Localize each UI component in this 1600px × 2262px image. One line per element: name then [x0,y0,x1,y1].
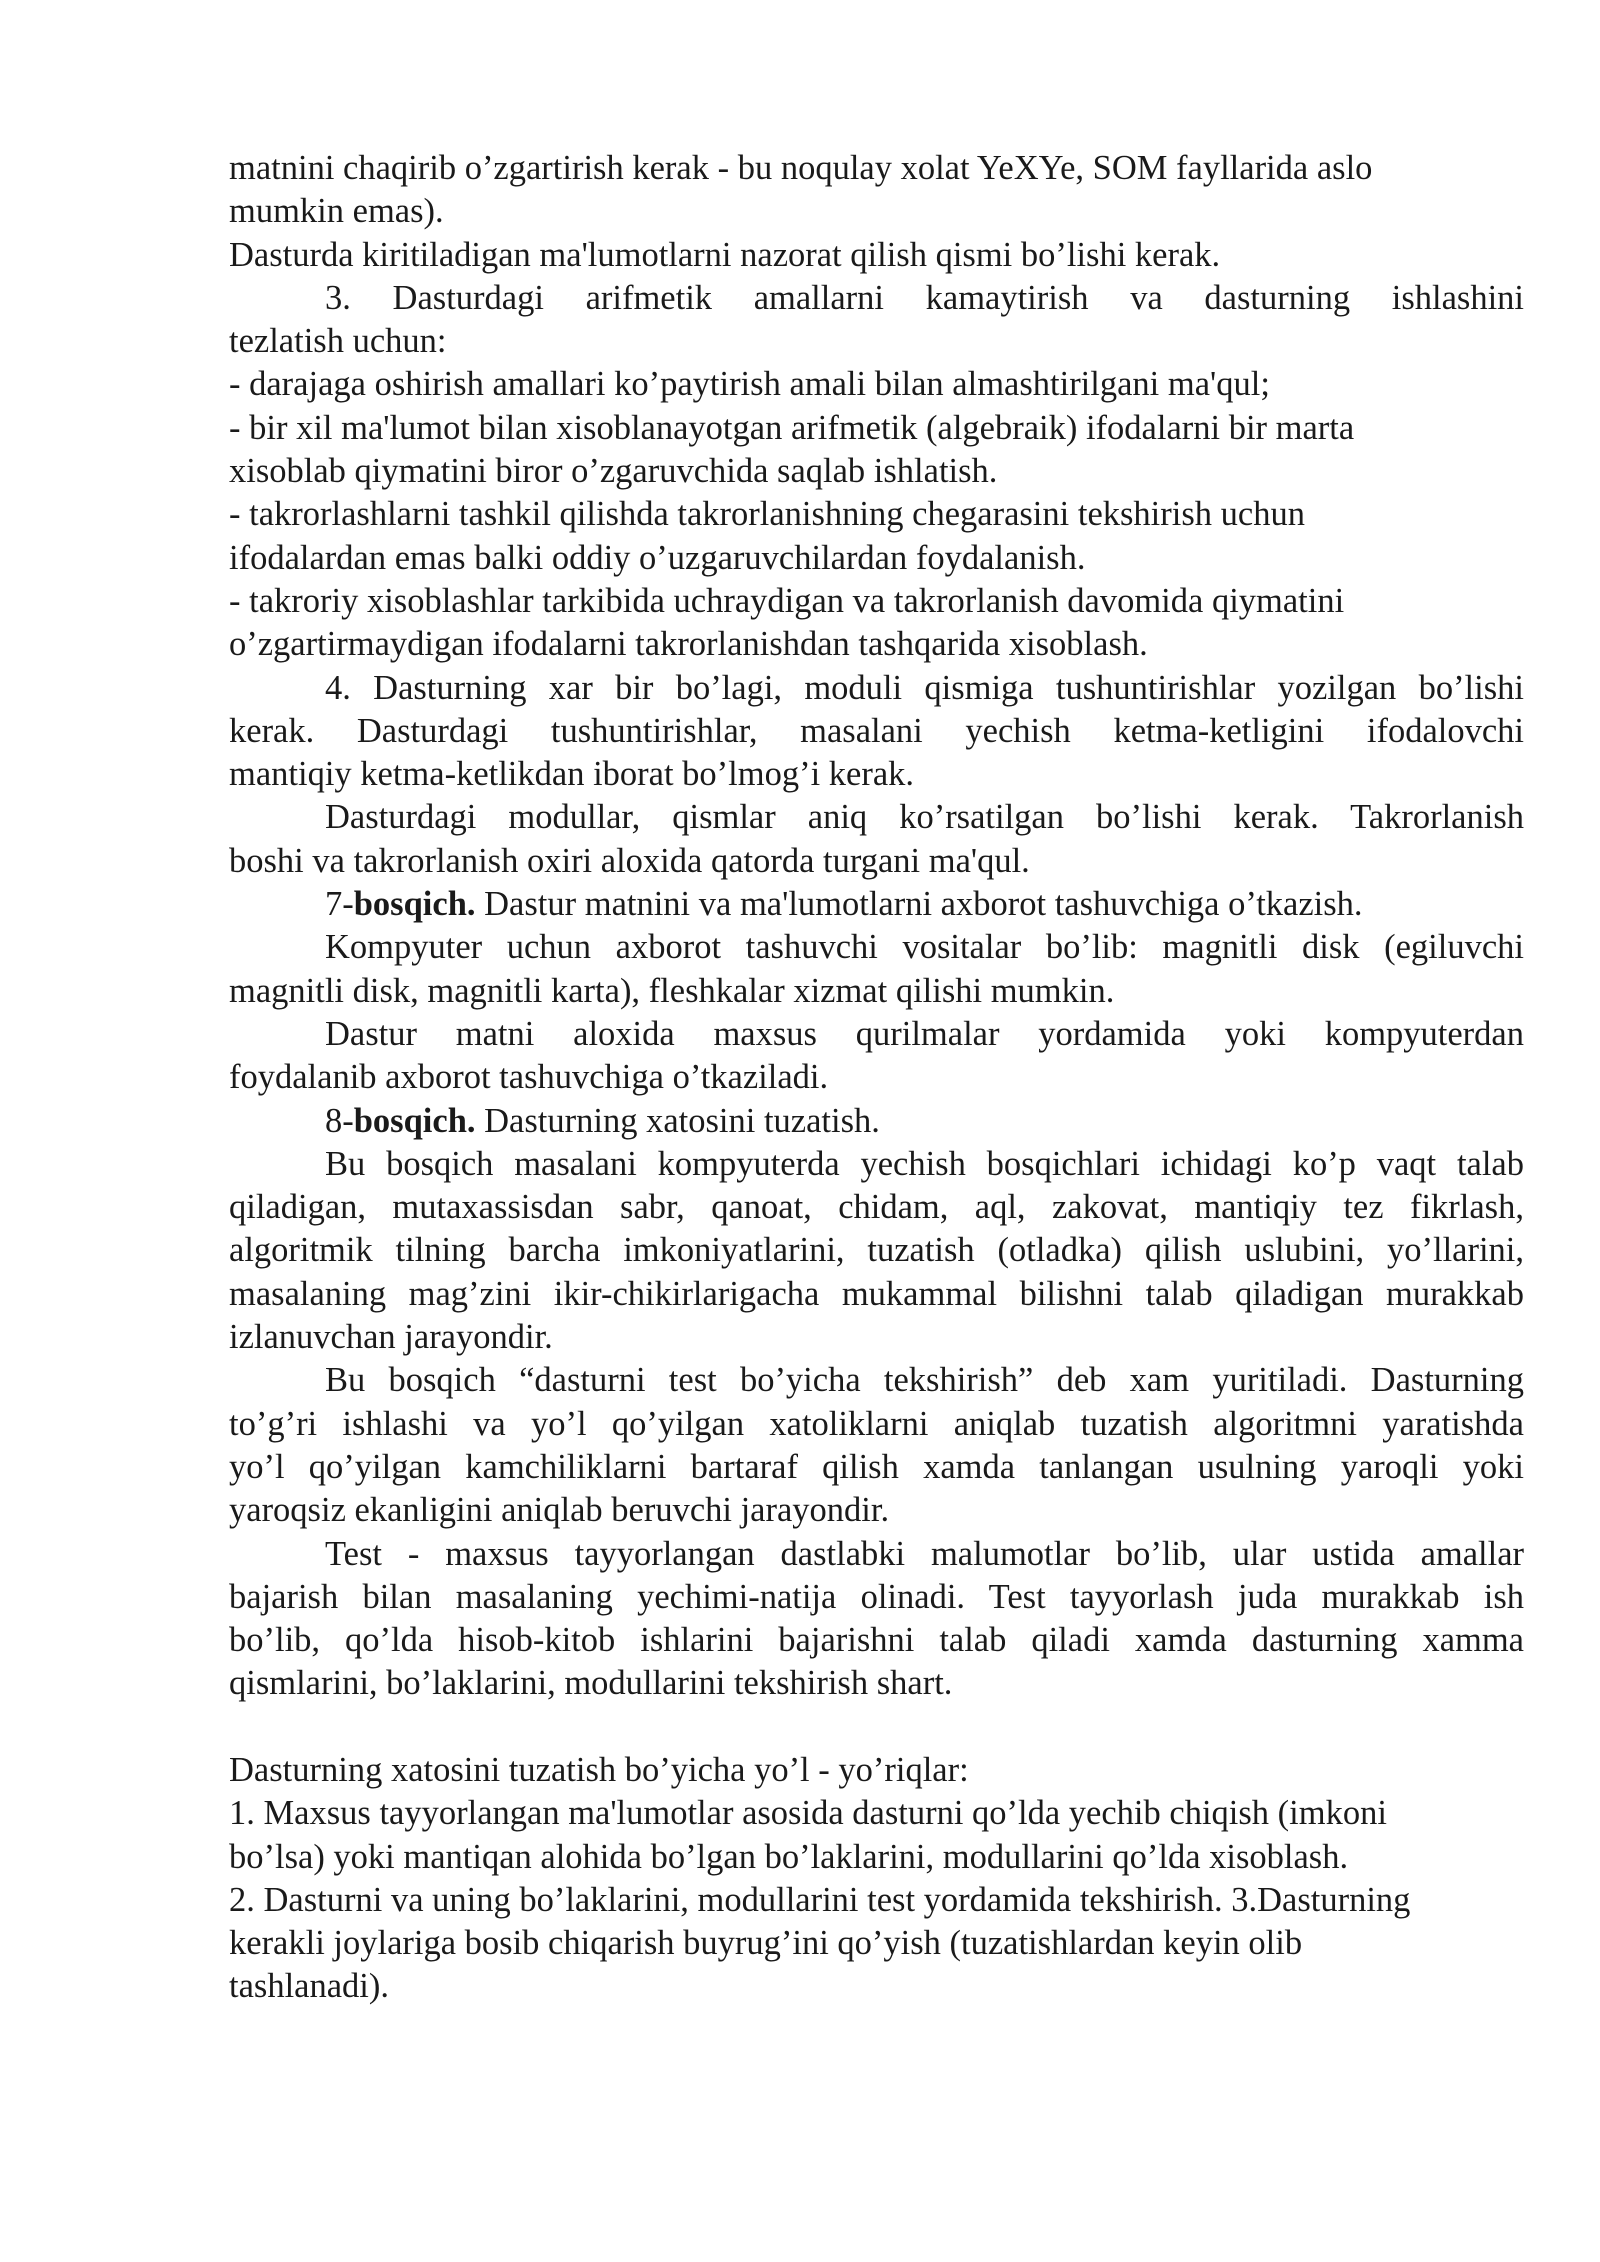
line-text: qiladigan, mutaxassisdan sabr, qanoat, chidam, aql, zakovat, mantiqiy tez fikrlash, [229,1188,1524,1227]
text-line [229,1316,1524,1359]
line-text: mantiqiy ketma-ketlikdan iborat bo’lmog’i kerak. [229,755,915,794]
text-line [229,1403,1524,1446]
line-text: - takroriy xisoblashlar tarkibida uchraydigan va takrorlanish davomida qiymatini [229,581,1345,620]
line-text: ifodalardan emas balki oddiy o’uzgaruvchilardan foydalanish. [229,538,1086,577]
text-line [229,1359,1524,1402]
line-text: 1. Maxsus tayyorlangan ma'lumotlar asosida dasturni qo’lda yechib chiqish (imkoni [229,1794,1387,1833]
line-text: Dastur matnini va ma'lumotlarni axborot tashuvchiga o’tkazish. [475,885,1363,924]
text-line [229,1792,1524,1835]
line-text: qismlarini, bo’laklarini, modullarini tekshirish shart. [229,1664,953,1703]
line-text: kerakli joylariga bosib chiqarish buyrug’ini qo’yish (tuzatishlardan keyin olib [229,1924,1303,1963]
text-line [229,796,1524,839]
line-text: 3. Dasturdagi arifmetik amallarni kamaytirish va dasturning ishlashini [325,278,1524,317]
text-line [229,1879,1524,1922]
text-line [229,926,1524,969]
blank-line [229,1706,1524,1749]
line-text: 2. Dasturni va uning bo’laklarini, modullarini test yordamida tekshirish. 3.Dasturning [229,1880,1411,1919]
line-text: - darajaga oshirish amallari ko’paytirish amali bilan almashtirilgani ma'qul; [229,365,1270,404]
line-text: masalaning mag’zini ikir-chikirlarigacha mukammal bilishni talab qiladigan murakkab [229,1274,1524,1313]
line-text: Dasturdagi modullar, qismlar aniq ko’rsatilgan bo’lishi kerak. Takrorlanish [325,798,1524,837]
line-text: o’zgartirmaydigan ifodalarni takrorlanishdan tashqarida xisoblash. [229,625,1148,664]
text-line [229,450,1524,493]
text-line [229,234,1524,277]
text-line [229,1013,1524,1056]
text-line [229,277,1524,320]
line-text: algoritmik tilning barcha imkoniyatlarini, tuzatish (otladka) qilish uslubini, yo’llarini, [229,1231,1524,1270]
text-line [229,883,1524,926]
line-text: Kompyuter uchun axborot tashuvchi vositalar bo’lib: magnitli disk (egiluvchi [325,928,1524,967]
text-line [229,623,1524,666]
line-text: matnini chaqirib o’zgartirish kerak - bu noqulay xolat YeXYe, SOM fayllarida aslo [229,149,1373,187]
text-line [229,1186,1524,1229]
line-text: - takrorlashlarni tashkil qilishda takrorlanishning chegarasini tekshirish uchun [229,495,1305,534]
line-text: to’g’ri ishlashi va yo’l qo’yilgan xatoliklarni aniqlab tuzatish algoritmni yaratishda [229,1404,1524,1443]
text-line [229,320,1524,363]
text-line [229,147,1524,190]
text-line [229,1273,1524,1316]
line-text: Dasturning xatosini tuzatish. [475,1101,880,1140]
text-line [229,1056,1524,1099]
line-text: izlanuvchan jarayondir. [229,1318,553,1357]
line-text: yaroqsiz ekanligini aniqlab beruvchi jarayondir. [229,1491,890,1530]
text-line [229,667,1524,710]
line-text: Bu bosqich “dasturni test bo’yicha tekshirish” deb xam yuritiladi. Dasturning [325,1361,1524,1400]
line-text: tashlanadi). [229,1967,389,2006]
line-text: boshi va takrorlanish oxiri aloxida qatorda turgani ma'qul. [229,841,1030,880]
text-line [229,1576,1524,1619]
text-line [229,1749,1524,1792]
text-line [229,1662,1524,1705]
text-line [229,1922,1524,1965]
text-line [229,190,1524,233]
text-line [229,970,1524,1013]
text-line [229,1100,1524,1143]
line-text: yo’l qo’yilgan kamchiliklarni bartaraf qilish xamda tanlangan usulning yaroqli yoki [229,1447,1524,1486]
text-line [229,840,1524,883]
text-line [229,1965,1524,2008]
line-text: bo’lib, qo’lda hisob-kitob ishlarini bajarishni talab qiladi xamda dasturning xamma [229,1621,1524,1660]
line-text: Dastur matni aloxida maxsus qurilmalar yordamida yoki kompyuterdan [325,1014,1524,1053]
line-text: 4. Dasturning xar bir bo’lagi, moduli qismiga tushuntirishlar yozilgan bo’lishi [325,668,1524,707]
document-page [229,147,1524,2009]
text-line [229,710,1524,753]
line-text: tezlatish uchun: [229,322,447,361]
line-text: kerak. Dasturdagi tushuntirishlar, masalani yechish ketma-ketligini ifodalovchi [229,711,1524,750]
step-heading: bosqich. [353,1101,476,1140]
text-line [229,1836,1524,1879]
text-line [229,407,1524,450]
text-line [229,493,1524,536]
text-line [229,1229,1524,1272]
line-text: magnitli disk, magnitli karta), fleshkalar xizmat qilishi mumkin. [229,971,1115,1010]
step-heading: bosqich. [353,885,476,924]
text-line [229,363,1524,406]
line-text: Bu bosqich masalani kompyuterda yechish bosqichlari ichidagi ko’p vaqt talab [325,1144,1524,1183]
line-text: Dasturda kiritiladigan ma'lumotlarni nazorat qilish qismi bo’lishi kerak. [229,235,1221,274]
text-line [229,1489,1524,1532]
step-number: 8- [325,1101,354,1140]
line-text: - bir xil ma'lumot bilan xisoblanayotgan arifmetik (algebraik) ifodalarni bir marta [229,408,1355,447]
line-text: foydalanib axborot tashuvchiga o’tkaziladi. [229,1058,829,1097]
text-line [229,1533,1524,1576]
line-text: bo’lsa) yoki mantiqan alohida bo’lgan bo’laklarini, modullarini qo’lda xisoblash. [229,1837,1349,1876]
text-line [229,537,1524,580]
step-number: 7- [325,885,354,924]
line-text: mumkin emas). [229,192,444,231]
line-text: xisoblab qiymatini biror o’zgaruvchida saqlab ishlatish. [229,452,998,491]
line-text: bajarish bilan masalaning yechimi-natija olinadi. Test tayyorlash juda murakkab ish [229,1577,1524,1616]
text-line [229,1619,1524,1662]
text-line [229,580,1524,623]
line-text: Dasturning xatosini tuzatish bo’yicha yo’l - yo’riqlar: [229,1750,969,1789]
text-line [229,1446,1524,1489]
line-text: Test - maxsus tayyorlangan dastlabki malumotlar bo’lib, ular ustida amallar [325,1534,1524,1573]
text-line [229,753,1524,796]
text-line [229,1143,1524,1186]
